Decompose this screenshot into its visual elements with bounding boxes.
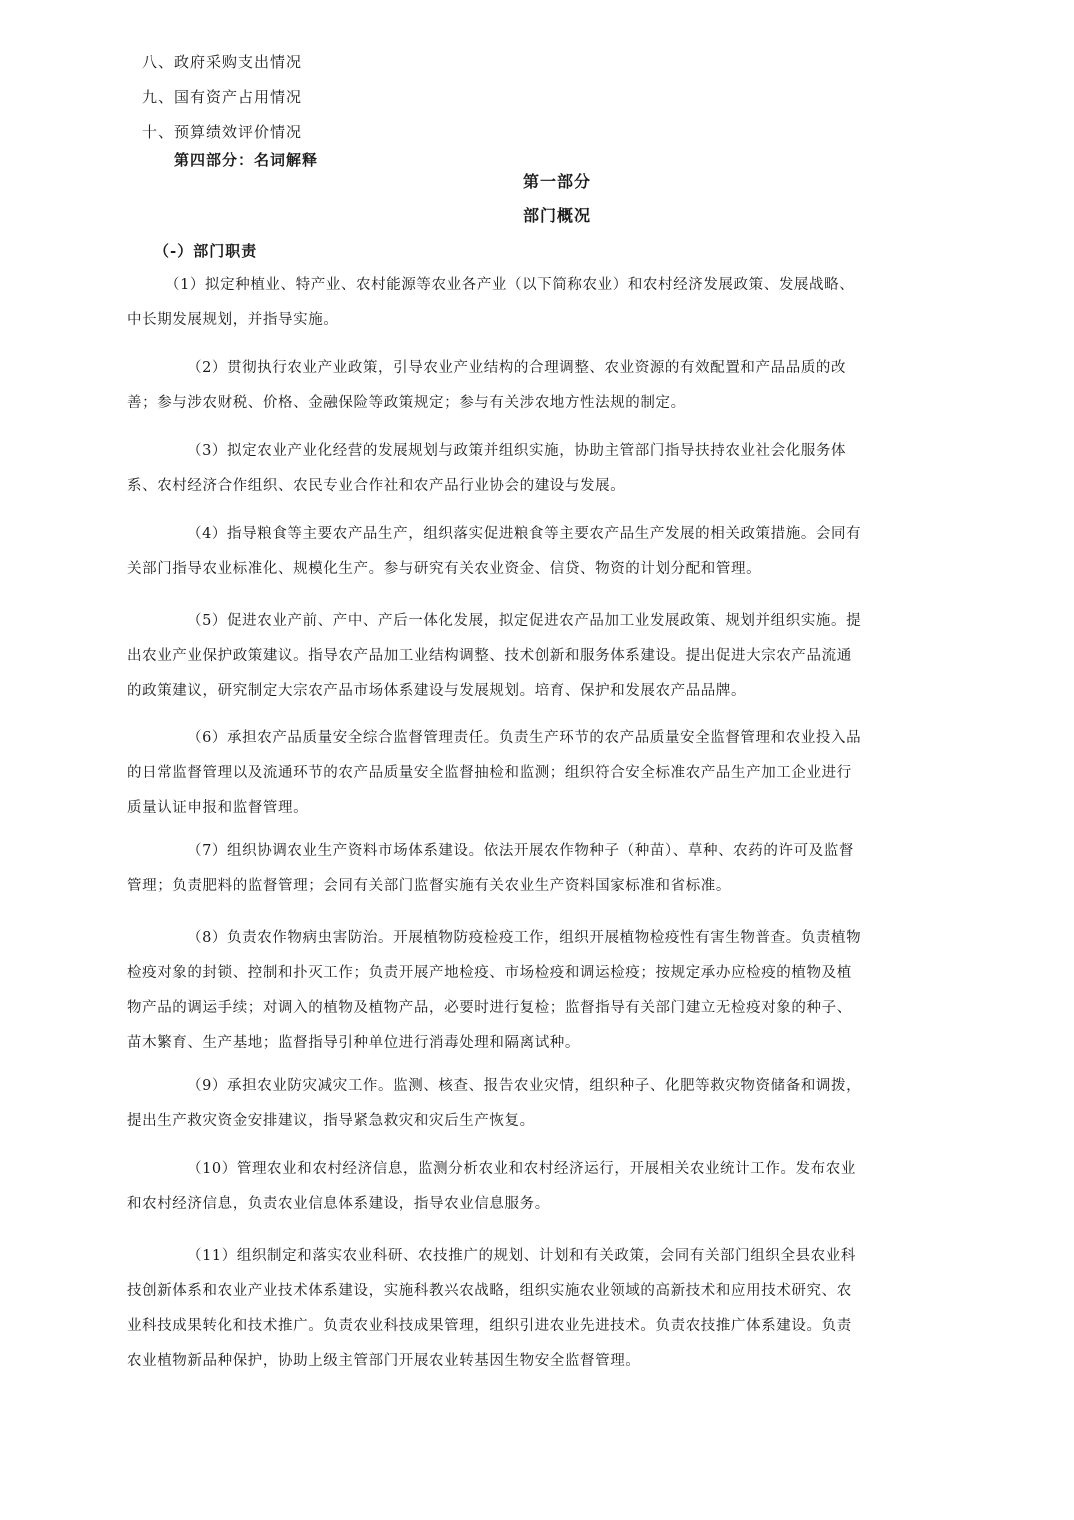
duty-6-line-2: 的日常监督管理以及流通环节的农产品质量安全监督抽检和监测；组织符合安全标准农产品生产加工企业进行 bbox=[127, 765, 852, 781]
duty-5-line-3: 的政策建议，研究制定大宗农产品市场体系建设与发展规划。培育、保护和发展农产品品牌。 bbox=[127, 683, 747, 699]
duty-1-line-1: （1）拟定种植业、特产业、农村能源等农业各产业（以下简称农业）和农村经济发展政策、发展战略、 bbox=[165, 277, 855, 293]
duty-2-line-1: （2）贯彻执行农业产业政策，引导农业产业结构的合理调整、农业资源的有效配置和产品品质的改 bbox=[187, 360, 847, 376]
duty-3-line-1: （3）拟定农业产业化经营的发展规划与政策并组织实施，协助主管部门指导扶持农业社会化服务体 bbox=[187, 443, 847, 459]
duty-5-line-2: 出农业产业保护政策建议。指导农产品加工业结构调整、技术创新和服务体系建设。提出促进大宗农产品流通 bbox=[127, 648, 852, 664]
duty-4-line-1: （4）指导粮食等主要农产品生产，组织落实促进粮食等主要农产品生产发展的相关政策措施。会同有 bbox=[187, 526, 862, 542]
duty-paragraph-3 bbox=[127, 434, 951, 504]
duty-11-line-3: 业科技成果转化和技术推广。负责农业科技成果管理，组织引进农业先进技术。负责农技推广体系建设。负责 bbox=[127, 1318, 852, 1334]
duty-11-line-2: 技创新体系和农业产业技术体系建设，实施科教兴农战略，组织实施农业领域的高新技术和应用技术研究、农 bbox=[127, 1283, 852, 1299]
duty-2-line-2: 善；参与涉农财税、价格、金融保险等政策规定；参与有关涉农地方性法规的制定。 bbox=[127, 395, 686, 411]
duty-5-line-1: （5）促进农业产前、产中、产后一体化发展，拟定促进农产品加工业发展政策、规划并组织实施。提 bbox=[187, 613, 862, 629]
part-title: 第一部分 bbox=[522, 172, 591, 191]
duty-6-line-1: （6）承担农产品质量安全综合监督管理责任。负责生产环节的农产品质量安全监督管理和农业投入品 bbox=[187, 730, 862, 746]
duty-1-line-2: 中长期发展规划，并指导实施。 bbox=[127, 312, 339, 328]
duty-9-line-2: 提出生产救灾资金安排建议，指导紧急救灾和灾后生产恢复。 bbox=[127, 1113, 535, 1129]
duty-8-line-2: 检疫对象的封锁、控制和扑灭工作；负责开展产地检疫、市场检疫和调运检疫；按规定承办应检疫的植物及植 bbox=[127, 965, 852, 981]
duty-paragraph-9 bbox=[127, 1069, 951, 1139]
duty-4-line-2: 关部门指导农业标准化、规模化生产。参与研究有关农业资金、信贷、物资的计划分配和管理。 bbox=[127, 561, 762, 577]
toc-item-9: 九、国有资产占用情况 bbox=[142, 88, 303, 106]
duty-paragraph-4 bbox=[127, 517, 951, 587]
duty-3-line-2: 系、农村经济合作组织、农民专业合作社和农产品行业协会的建设与发展。 bbox=[127, 478, 626, 494]
toc-item-8: 八、政府采购支出情况 bbox=[142, 53, 303, 71]
duty-paragraph-6 bbox=[127, 721, 951, 826]
duty-11-line-4: 农业植物新品种保护，协助上级主管部门开展农业转基因生物安全监督管理。 bbox=[127, 1353, 641, 1369]
part-subtitle: 部门概况 bbox=[522, 206, 591, 225]
duty-8-line-4: 苗木繁育、生产基地；监督指导引种单位进行消毒处理和隔离试种。 bbox=[127, 1035, 580, 1051]
section-title-duties: （-）部门职责 bbox=[154, 242, 258, 260]
toc-part-4: 第四部分：名词解释 bbox=[174, 151, 319, 169]
duty-paragraph-1 bbox=[127, 268, 951, 338]
duty-7-line-1: （7）组织协调农业生产资料市场体系建设。依法开展农作物种子（种苗）、草种、农药的许可及监督 bbox=[187, 843, 854, 859]
duty-11-line-1: （11）组织制定和落实农业科研、农技推广的规划、计划和有关政策，会同有关部门组织全县农业科 bbox=[187, 1248, 856, 1264]
duty-9-line-1: （9）承担农业防灾减灾工作。监测、核查、报告农业灾情，组织种子、化肥等救灾物资储备和调拨， bbox=[187, 1078, 862, 1094]
duty-8-line-1: （8）负责农作物病虫害防治。开展植物防疫检疫工作，组织开展植物检疫性有害生物普查。负责植物 bbox=[187, 930, 862, 946]
duty-8-line-3: 物产品的调运手续；对调入的植物及植物产品，必要时进行复检；监督指导有关部门建立无检疫对象的种子、 bbox=[127, 1000, 852, 1016]
duty-paragraph-7 bbox=[127, 834, 951, 904]
duty-6-line-3: 质量认证申报和监督管理。 bbox=[127, 800, 309, 816]
duty-10-line-2: 和农村经济信息，负责农业信息体系建设，指导农业信息服务。 bbox=[127, 1196, 550, 1212]
duty-paragraph-11 bbox=[127, 1239, 951, 1379]
duty-paragraph-10 bbox=[127, 1152, 951, 1222]
duty-10-line-1: （10）管理农业和农村经济信息，监测分析农业和农村经济运行，开展相关农业统计工作。发布农业 bbox=[187, 1161, 856, 1177]
toc-item-10: 十、预算绩效评价情况 bbox=[142, 123, 303, 141]
duty-paragraph-2 bbox=[127, 351, 951, 421]
duty-7-line-2: 管理；负责肥料的监督管理；会同有关部门监督实施有关农业生产资料国家标准和省标准。 bbox=[127, 878, 731, 894]
duty-paragraph-5 bbox=[127, 604, 951, 709]
duty-paragraph-8 bbox=[127, 921, 951, 1061]
